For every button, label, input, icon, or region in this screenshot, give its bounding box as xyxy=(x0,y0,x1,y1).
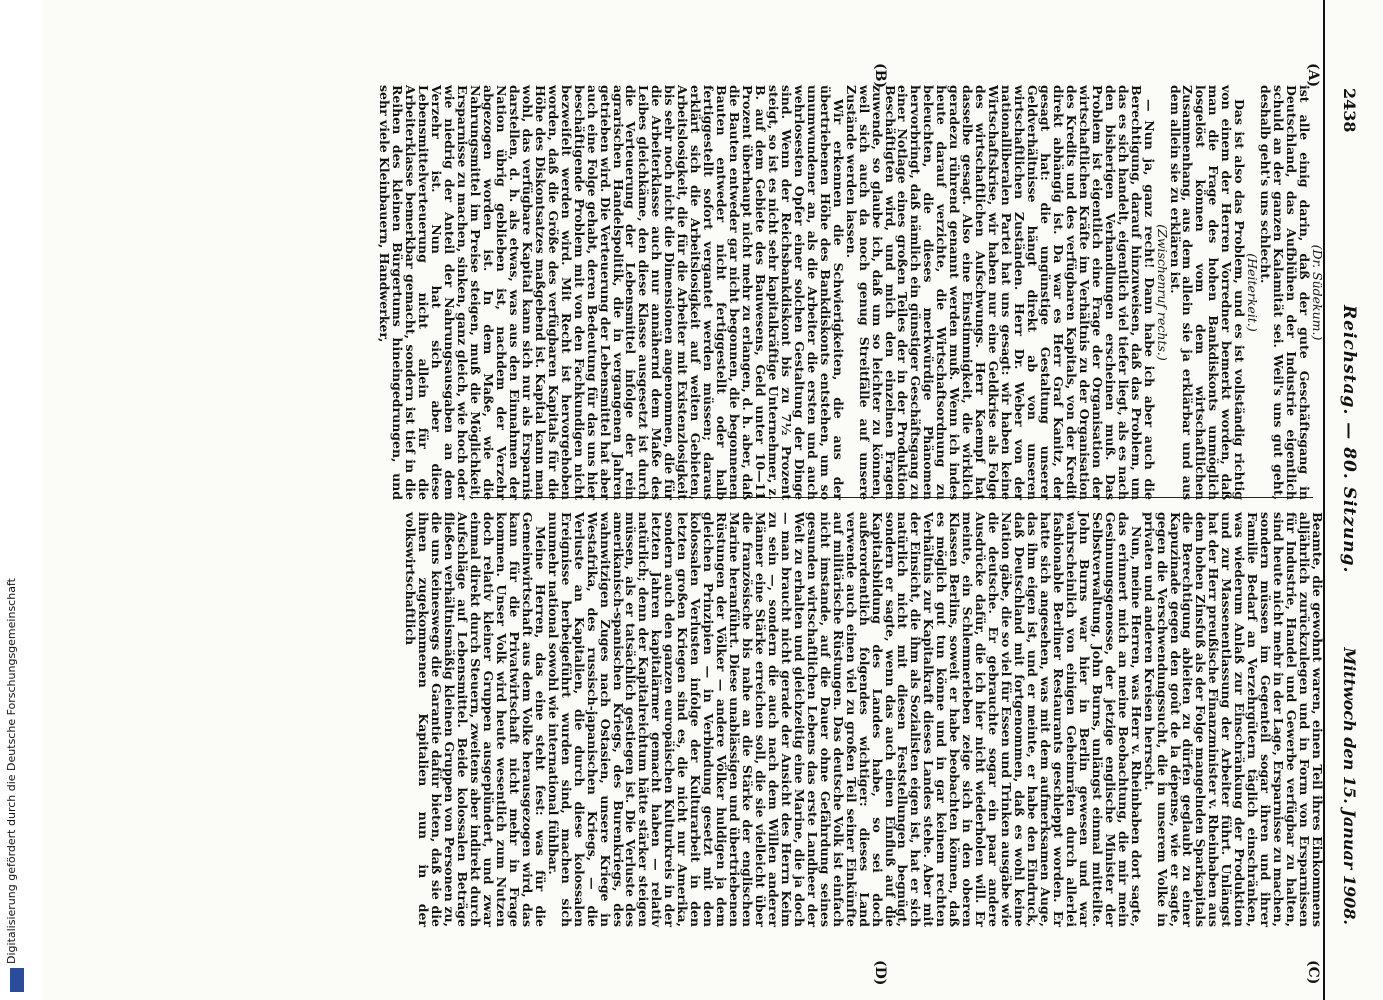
digitization-credit: Digitalisierung gefördert durch die Deutsche Forschungsgemeinschaft xyxy=(5,578,18,964)
interjection: (Heiterkeit.) xyxy=(1245,253,1261,332)
speaker-name: (Dr. Südekum.) xyxy=(1310,244,1325,341)
paragraph: Meine Herren, das eine steht fest: was für die Gemeinwirtschaft aus dem Volke herausgezogen wird, das kann für die Privatwirtschaft nicht mehr in Frage kommen. Unser Volk wird heute wesentlich zum Nutzen doch relativ kleiner Gruppen ausgeplündert, und zwar einmal direkt durch Steuern, zweitens aber indirekt durch Aufschläge auf Lebensmittel. Beide kolossalen Beträge fließen verhältnismäßig kleinen Gruppen von Personen zu, die uns keineswegs die Garantie dafür bieten, daß sie die ihnen zugekommenen Kapitalien nun in der volkswirtschaftlich xyxy=(403,512,548,927)
right-column xyxy=(403,512,1323,927)
left-column xyxy=(377,85,1323,500)
paragraph: Wir erkennen die Schwierigkeiten, die aus der übertriebenen Höhe des Bankdiskonts entstehen, um so unumwundener an, als die Arbeiter die ersten und auch wehrlosesten Opfer einer solchen Gestaltung der Dinge sind. Wenn der Reichsbankdiskont bis zu 7½ Prozent steigt, so ist es nicht sehr kapitalkräftige Unternehmer, z. B. auf dem Gebiete des Bauwesens, Geld unter 10—11 Prozent überhaupt nicht mehr zu erlangen, d. h. aber, daß die Bauten entweder gar nicht begonnen, die begonnenen Bauten entweder nicht fertiggestellt oder halb fertiggestellt sofort vergantet werden müssen; daraus erklärt sich die Arbeitslosigkeit auf weiten Gebieten, Arbeitslosigkeit, die für die Arbeiter mit Existenzlosigkeit bis sehr noch nicht die Dimensionen angenommen, die für die Arbeiterklasse auch nur annähernd dem Maße des Leibes gleichkäme, den diese Klasse ausgesetzt ist durch die Verteuerung der Lebensmittel infolge der rein agrarischen Handelspolitik, die in vergangenen Jahren getrieben wird. Die Verteuerung der Lebensmittel hat aber auch eine Folge gehabt, deren Bedeutung für das uns hier beschäftigende Problem mit von den Fachkundigen nicht bezweifelt werden wird. Mit Recht ist hervorgehoben worden, daß die Größe des verfügbaren Kapitals für die Höhe des Diskontsatzes maßgebend ist. Kapital kann man wohl, das verfügbare Kapital kann sich nur als Ersparnis darstellen, d. h. als etwas, was aus den Einnahmen der Nation übrig geblieben ist, nachdem der Verzehr abgezogen worden ist. In dem Maße, wie die Nahrungsmittel im Preise steigen, muß die Möglichkeit, Ersparnisse zu machen, sinken, ganz gleich, wie hoch oder wie niedrig der Anteil der Nahrungsausgaben an dem Verzehr ist. Nun hat sich aber diese Lebensmittelverteuerung nicht allein für die Arbeiterklasse bemerkbar gemacht, sondern ist tief in die Reihen des kleinen Bürgertums hineingedrungen, und sehr viele Kleinbauern, Handwerker, xyxy=(377,85,846,500)
scanned-page xyxy=(43,0,1383,1000)
margin-letter-c: (C) xyxy=(1305,960,1321,985)
dfg-logo xyxy=(10,968,24,992)
paragraph: ist alle einig darin, daß der gute Geschäftsgang in Deutschland, das Aufblühen der Industrie eigentlich schuld an der ganzen Kalamität sei. Weil's uns gut geht, deshalb geht's uns schlecht. xyxy=(1258,85,1313,500)
paragraph: Das ist also das Problem, und es ist vollständig richtig von einem der Herren Vorredner bemerkt worden, daß man die Frage des hohen Bankdiskonts unmöglich losgelöst können vom dem wirtschaftlichen Zusammenhang, aus dem allein sie ja erklärbar und aus dem allein sie zu erklären ist. xyxy=(1167,85,1248,500)
interjection: (Zwischenruf rechts.) xyxy=(1154,224,1170,361)
page-number: 2438 xyxy=(1340,88,1359,133)
margin-letter-a: (A) xyxy=(1305,63,1321,88)
session-date: Mittwoch den 15. Januar 1908. xyxy=(1340,647,1359,925)
paragraph: Nun, meine Herren, was Herr v. Rheinbaben dort sagte, das erinnert mich an meine Beobachtung, die mir mein Gesinnungsgenosse, der jetzige englische Minister der Selbstverwaltung, John Burns, unlängst einmal mitteilte. John Burns war hier in Berlin gewesen und war wahrscheinlich von einigen Geheimräten durch allerlei fashionable Berliner Restaurants geschleppt worden. Er hatte sich angesehen, was mit dem aufmerksamen Auge, das ihm eigen ist, und er meinte, er habe den Eindruck, daß Deutschland mit fortgenommen, daß es wohl keine Nation gäbe, die so viel für Essen und Trinken ausgäbe wie die deutsche. Er gebrauchte sogar ein paar andere Ausdrücke dafür, die ich hier nicht wiederholen will. Er meinte, ein Schlemmerleben zeige sich in den oberen Klassen Berlins, soweit er habe beobachten können, daß es möglich gut tun könne und in gar keinem rechten Verhältnis zur Kapitalkraft dieses Landes stehe. Aber mit der Einsicht, die ihm als Sozialisten eigen ist, hat er sich natürlich nicht mit diesen Feststellungen begnügt, sondern er sagte, wenn das auch einen Einfluß auf die Kapitalsbildung des Landes habe, so sei doch außerordentlich folgendes wichtiger: dieses Land verwende auch einen viel zu großen Teil seiner Einkünfte auf militärische Rüstungen. Das deutsche Volk ist einfach nicht imstande, auf die Dauer ohne Gefährdung seines gesunden wirtschaftlichen Lebens das erste Landheer der Welt zu erhalten und gleichzeitig eine Marine, die ja doch — man braucht nicht gerade der Ansicht des Herrn Keim zu sein —, sondern die auch nach dem Willen anderer Männer eine Stärke erreichen soll, die sie vielleicht über die französische bis nahe an die Stärke der englischen Marine heranführt. Diese unablässigen und übertriebenen Rüstungen der Völker — andere Völker huldigen ja dem gleichen Prinzipien — in Verbindung gesetzt mit den kolossalen Verlusten infolge der Kulturarbeit in den letzten großen Kriegen sind es, die nicht nur Amerika, sondern auch den ganzen europäischen Kulturkreis in der letzten Jahren kapitalärmer gemacht haben — relativ natürlich; denn der Kapitalreichtum hätte stärker steigen müssen, als er tatsächlich gestiegen ist. Die Verluste des amerikanisch-spanischen Kriegs, des Burenkriegs, des wahnwitzigen Zuges nach Ostasien, unsere Kriege in Westafrika, des russisch-japanischen Kriegs, — die Verluste an Kapitalien, die durch diese kolossalen Ereignisse herbeigeführt wurden sind, machen sich nunmehr national sowohl wie international fühlbar. xyxy=(545,512,1144,927)
page-header xyxy=(1323,0,1373,1000)
paragraph: Beamte, die gewohnt waren, einen Teil ihres Einkommens alljährlich zurückzulegen und in Form von Ersparnissen für Industrie, Handel und Gewerbe verfügbar zu halten, sind heute nicht mehr in der Lage, Ersparnisse zu machen, sondern müssen im Gegenteil sogar ihren und ihrer Familie Bedarf an Verzehrgütern täglich einschränken, was wiederum Anlaß zur Einschränkung der Produktion und zur Massenentlassung der Arbeiter führt. Unlängst hat der Herr preußische Finanzminister v. Rheinbaben aus dem hohen Zinsfuß als der Folge mangelnden Sparkapitals die Berechtigung ableiten zu dürfen geglaubt zu einer Kapuzinade gegen den goût de la dépense, wie er sagte, gegen die Verschwendungssucht, die in unserem Volke in privaten und anderen Kreisen herrscht. xyxy=(1141,512,1325,927)
paragraph: — Nun ja, ganz recht! Dann habe ich aber auch die Berechtigung, darauf hinzuweisen, daß das Problem, um das es sich handelt, eigentlich viel tiefer liegt, als es nach den bisherigen Verhandlungen erscheinen muß. Das Problem ist eigentlich eine Frage der Organisation der wirtschaftlichen Kräfte im Verhältnis zu der Organisation des Kredits und des verfügbaren Kapitals, von der Kredit direkt abhängig ist. Da war es Herr Graf Kanitz, der gesagt hat: die ungünstige Gestaltung unserer Geldverhältnisse hängt direkt ab von unseren wirtschaftlichen Zuständen. Herr Dr. Weber von der nationalliberalen Partei hat uns gesagt: wir haben keine Wirtschaftskrise, wir haben nur eine Geldkrise als Folge des wirtschaftlichen Aufschwungs. Herr Kaempf hat dasselbe gesagt. Also eine Einstimmigkeit, die wirklich geradezu rührend genannt werden muß. Wenn ich indes heute darauf verzichte, die Wirtschaftsordnung zu beleuchten, die dieses merkwürdige Phänomen hervorbringt, daß nämlich ein günstiger Geschäftsgang zu einer Notlage eines großen Teiles der in der Produktion Beschäftigten wird, und mich den einzelnen Fragen zuwende, so glaube ich, daß um so leichter zu können, weil sich auch da noch genug Streitfälle auf unsere Zustände werden lassen. xyxy=(843,85,1157,500)
session-title: Reichstag. — 80. Sitzung. xyxy=(1339,305,1359,574)
margin-letter-b: (B) xyxy=(872,63,888,89)
margin-letter-d: (D) xyxy=(872,960,888,986)
